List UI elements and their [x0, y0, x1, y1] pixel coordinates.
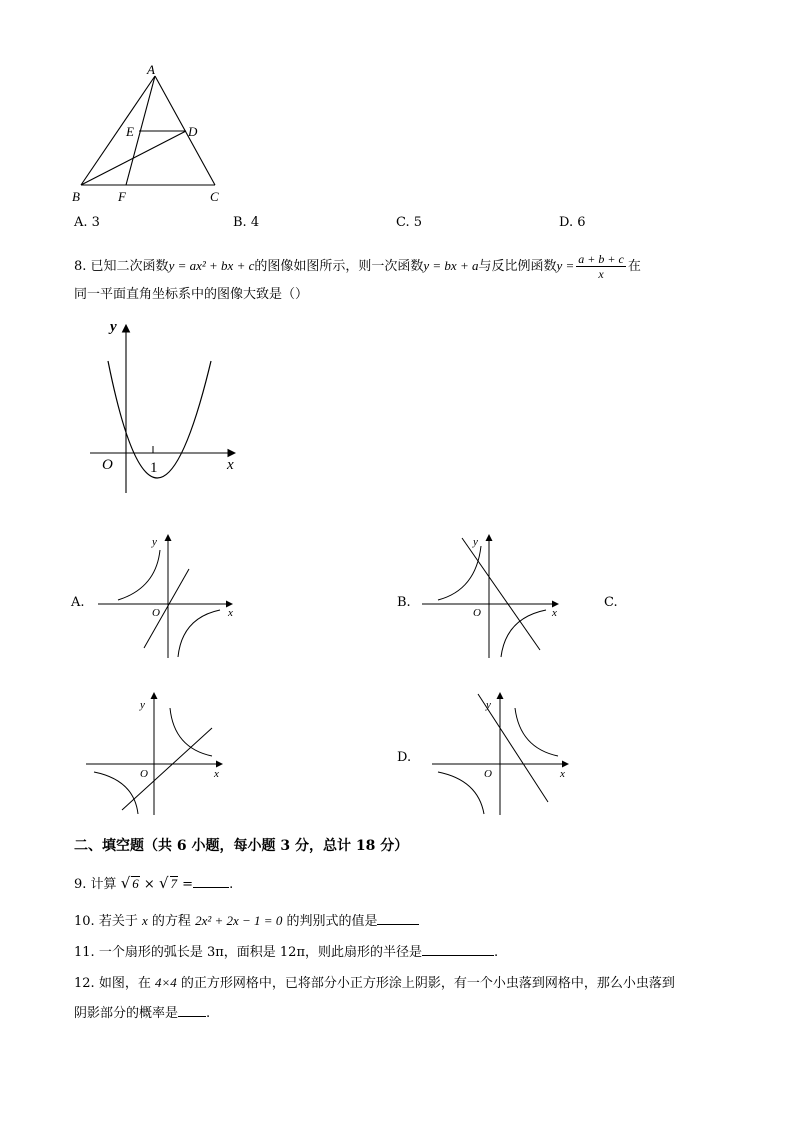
answer-blank[interactable]	[422, 943, 494, 956]
hyperbola-branch-q3	[94, 772, 138, 814]
choice-b-label[interactable]: B.	[397, 595, 411, 610]
q7-option-b[interactable]: B. 4	[233, 215, 260, 230]
linear-line	[122, 728, 212, 810]
answer-blank[interactable]	[377, 912, 419, 925]
q11: 11. 一个扇形的弧长是 3π，面积是 12π，则此扇形的半径是 .	[74, 945, 499, 960]
sqrt-icon: √	[120, 874, 131, 892]
answer-blank[interactable]	[178, 1004, 206, 1017]
label-c: C	[210, 189, 219, 204]
linear-line	[144, 569, 189, 648]
parabola-graph	[85, 315, 250, 500]
svg-text:y: y	[152, 536, 157, 548]
svg-text:O: O	[484, 768, 492, 780]
label-b: B	[72, 189, 80, 204]
hyperbola-branch-q1	[515, 708, 558, 756]
quadratic-function: y = ax² + bx + c	[168, 258, 255, 273]
choice-a-graph[interactable]	[92, 530, 242, 665]
svg-text:O: O	[140, 768, 148, 780]
label-a: A	[147, 62, 155, 77]
main-y-label: y	[110, 319, 117, 335]
svg-text:y: y	[473, 536, 478, 548]
q8-stem-line2: 同一平面直角坐标系中的图像大致是（）	[74, 287, 309, 302]
svg-text:x: x	[552, 607, 557, 619]
main-origin-label: O	[102, 457, 113, 473]
hyperbola-branch-q3	[438, 772, 484, 814]
reciprocal-fraction: $\frac{a + b + c}{x}$	[578, 252, 624, 281]
linear-line	[462, 538, 540, 650]
choice-c-graph[interactable]	[82, 690, 232, 820]
hyperbola-branch-q2	[438, 546, 481, 600]
triangle-figure	[60, 58, 240, 208]
q7-option-d[interactable]: D. 6	[559, 215, 586, 230]
parabola-curve	[108, 361, 211, 478]
choice-c-label[interactable]: C.	[604, 595, 618, 610]
label-f: F	[118, 189, 126, 204]
q12-line1: 12. 如图，在 4×4 的正方形网格中，已将部分小正方形涂上阴影，有一个小虫落到网格中，那么小虫落到	[74, 975, 675, 991]
main-x-label: x	[227, 457, 234, 473]
svg-text:y: y	[486, 699, 491, 711]
q7-option-a[interactable]: A. 3	[74, 215, 100, 230]
label-d: D	[188, 124, 198, 139]
choice-d-label[interactable]: D.	[397, 750, 412, 765]
hyperbola-branch-q4	[501, 610, 546, 657]
svg-text:x: x	[228, 607, 233, 619]
svg-text:O: O	[152, 607, 160, 619]
linear-function: y = bx + a	[423, 258, 479, 273]
hyperbola-branch-q2	[118, 550, 160, 600]
svg-text:y: y	[140, 699, 145, 711]
svg-text:O: O	[473, 607, 481, 619]
hyperbola-branch-q4	[178, 610, 220, 657]
answer-blank[interactable]	[193, 875, 229, 888]
q12-line2: 阴影部分的概率是 .	[74, 1006, 211, 1021]
label-e: E	[126, 124, 134, 139]
equation: 2x² + 2x − 1 = 0	[195, 913, 283, 928]
sqrt-icon: √	[158, 874, 169, 892]
choice-d-graph[interactable]	[428, 690, 578, 820]
q7-option-c[interactable]: C. 5	[396, 215, 423, 230]
svg-text:x: x	[214, 768, 219, 780]
choice-a-label[interactable]: A.	[71, 595, 85, 610]
main-tick-label: 1	[150, 460, 158, 476]
segment-bd	[81, 131, 186, 185]
q9: 9. 计算 √ 6 × √ 7 = .	[74, 874, 234, 892]
section-2-title: 二、填空题（共 6 小题，每小题 3 分，总计 18 分）	[74, 838, 409, 854]
svg-text:x: x	[560, 768, 565, 780]
q10: 10. 若关于 x 的方程 2x² + 2x − 1 = 0 的判别式的值是	[74, 912, 419, 930]
q8-stem-line1: 8. 已知二次函数y = ax² + bx + c的图像如图所示，则一次函数y = bx + a与反比例函数y = $\frac{a + b + c}{x}$ 在	[74, 252, 641, 281]
choice-b-graph[interactable]	[418, 530, 568, 665]
hyperbola-branch-q1	[170, 708, 212, 756]
